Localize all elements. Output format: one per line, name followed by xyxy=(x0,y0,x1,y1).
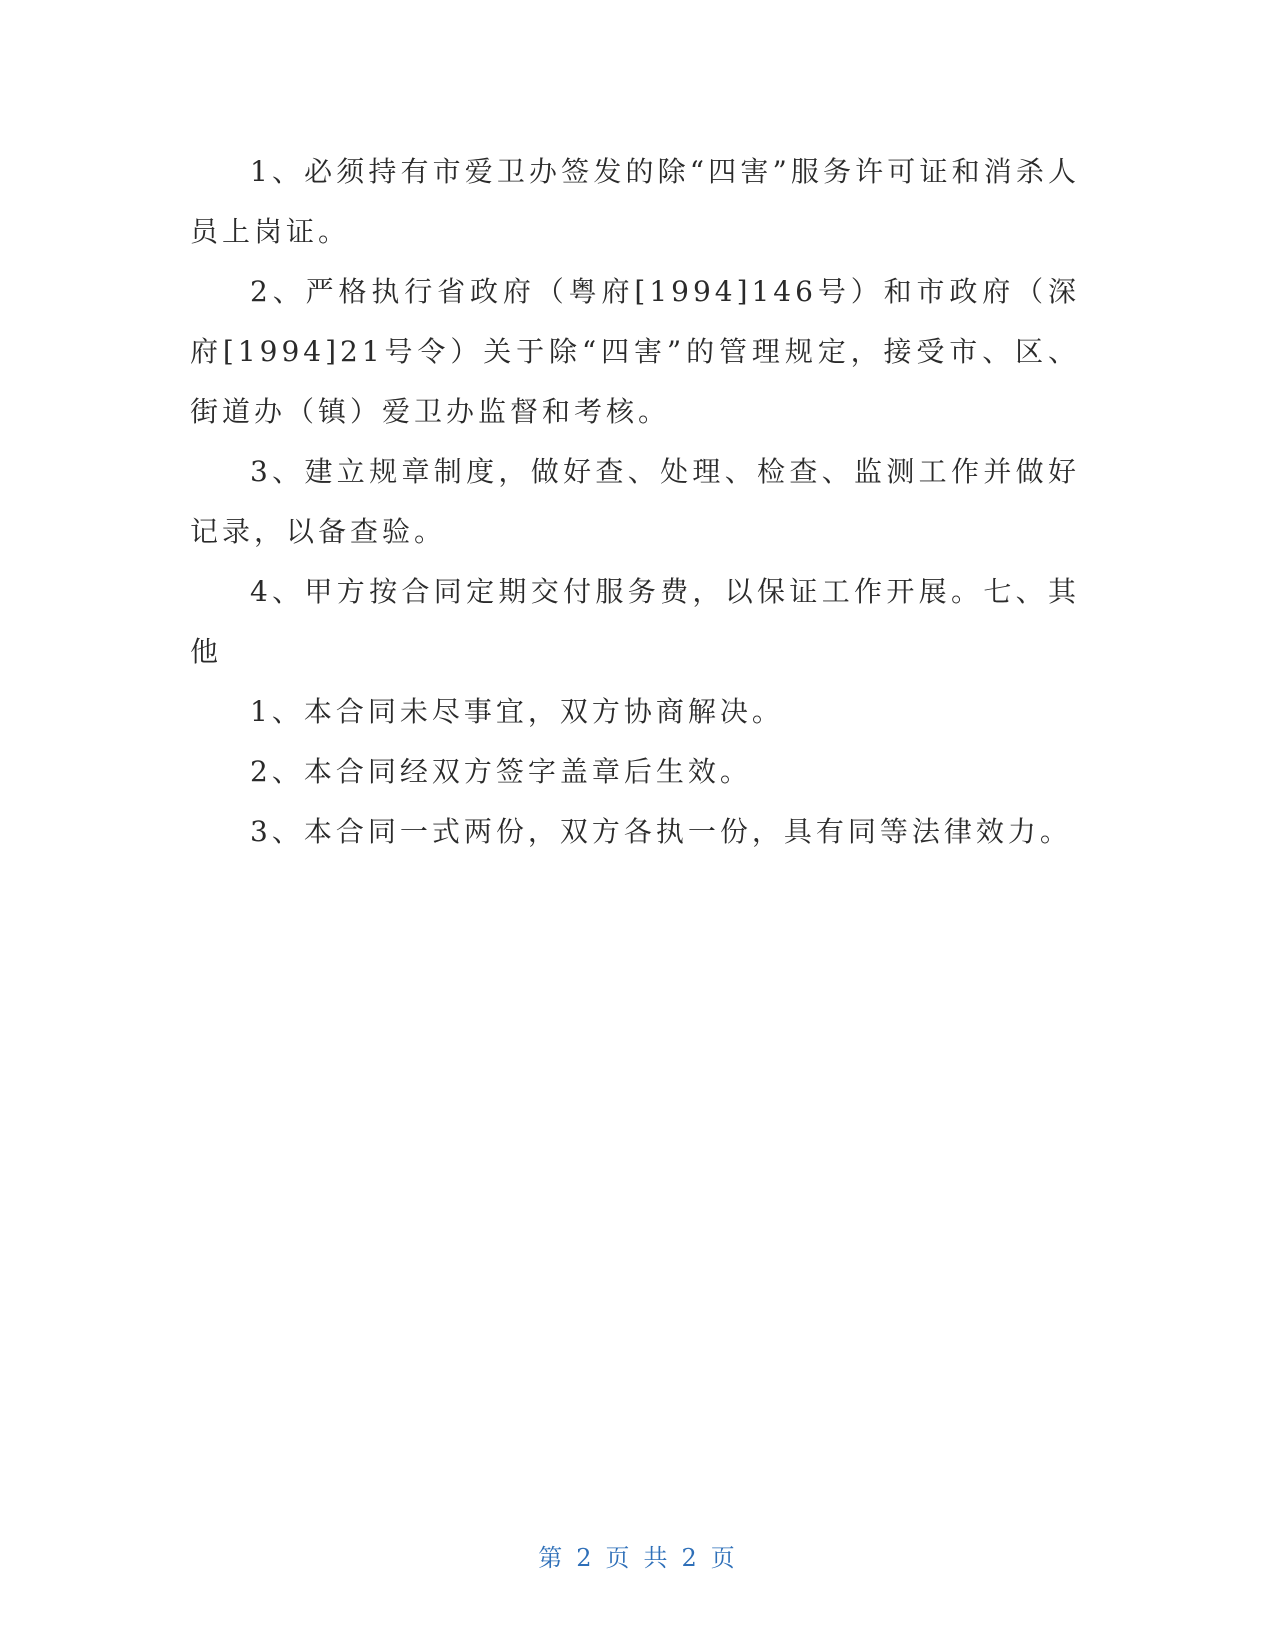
footer-total-label: 共 xyxy=(643,1544,670,1572)
paragraph-other-3: 3、本合同一式两份，双方各执一份，具有同等法律效力。 xyxy=(250,815,1072,848)
footer-page-unit: 页 xyxy=(605,1544,632,1572)
footer-current-page: 2 xyxy=(576,1544,594,1572)
footer-page-label: 第 xyxy=(538,1544,565,1572)
paragraph-other-2: 2、本合同经双方签字盖章后生效。 xyxy=(250,755,752,788)
paragraph-clause-3: 3、建立规章制度，做好查、处理、检查、监测工作并做好记录，以备查验。 xyxy=(190,455,1080,548)
paragraph-clause-2: 2、严格执行省政府（粤府[1994]146号）和市政府（深府[1994]21号令）关于除“四害”的管理规定，接受市、区、街道办（镇）爱卫办监督和考核。 xyxy=(190,275,1080,428)
footer-total-unit: 页 xyxy=(710,1544,737,1572)
paragraph-clause-4: 4、甲方按合同定期交付服务费，以保证工作开展。七、其他 xyxy=(190,575,1080,668)
page-number-footer xyxy=(0,1543,1275,1573)
paragraph-clause-1: 1、必须持有市爱卫办签发的除“四害”服务许可证和消杀人员上岗证。 xyxy=(190,155,1080,248)
footer-total-pages: 2 xyxy=(681,1544,699,1572)
document-body xyxy=(190,142,1080,862)
paragraph-other-1: 1、本合同未尽事宜，双方协商解决。 xyxy=(250,695,784,728)
